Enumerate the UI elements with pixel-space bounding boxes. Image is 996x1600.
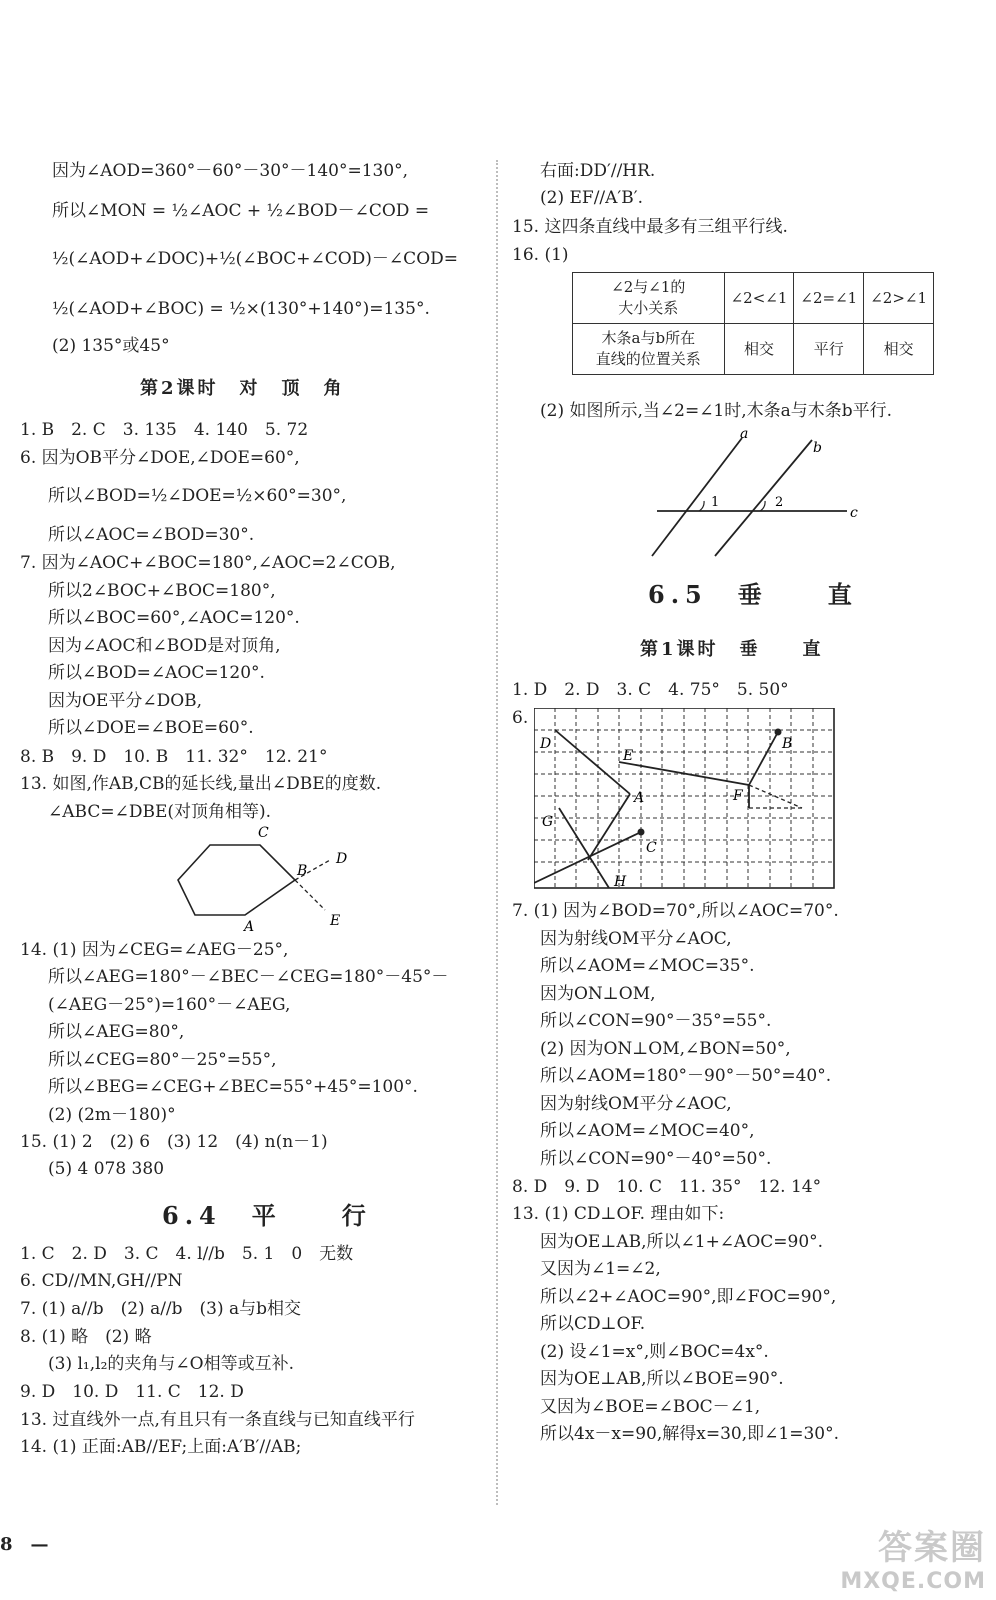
text-line: 因为射线OM平分∠AOC,	[540, 1094, 732, 1114]
text-line: 所以∠CEG=80°－25°=55°,	[48, 1050, 277, 1070]
line-a	[652, 438, 742, 556]
text-line: 所以∠AOM=∠MOC=40°,	[540, 1121, 755, 1141]
table-cell: ∠2=∠1	[794, 273, 864, 324]
label-d: D	[540, 736, 552, 752]
answer-line: 13. 如图,作AB,CB的延长线,量出∠DBE的度数.	[20, 774, 382, 794]
text-line: 所以∠BOD=∠AOC=120°.	[48, 663, 265, 683]
text-line: 因为∠AOD=360°－60°－30°－140°=130°,	[52, 161, 409, 181]
text-line: (5) 4 078 380	[48, 1159, 165, 1179]
text-line: 所以∠AOM=180°－90°－50°=40°.	[540, 1066, 832, 1086]
line-b	[715, 440, 812, 556]
text-line: 所以∠2+∠AOC=90°,即∠FOC=90°,	[540, 1287, 837, 1307]
table-cell: ∠2与∠1的 大小关系	[573, 273, 725, 324]
text-line: 又因为∠1=∠2,	[540, 1259, 661, 1279]
text-line: 所以∠AEG=180°－∠BEC－∠CEG=180°－45°－	[48, 967, 449, 987]
extension-line-be	[295, 880, 325, 910]
label-d: D	[336, 851, 348, 867]
label-a: A	[244, 919, 255, 935]
text-line: ½(∠AOD+∠DOC)+½(∠BOC+∠COD)－∠COD=	[52, 249, 458, 269]
text-line: (2) 135°或45°	[52, 336, 170, 356]
label-c: C	[258, 825, 269, 841]
label-a: A	[634, 790, 645, 806]
answer-line: 9. D 10. D 11. C 12. D	[20, 1382, 244, 1402]
table-cell: 相交	[864, 324, 934, 375]
angle-1-arc	[699, 501, 704, 511]
text-line: 所以∠CON=90°－40°=50°.	[540, 1149, 772, 1169]
table-cell: 相交	[724, 324, 794, 375]
text-line: (2) 如图所示,当∠2=∠1时,木条a与木条b平行.	[540, 401, 893, 421]
page-number: 8 —	[0, 1534, 49, 1555]
answer-line: 8. D 9. D 10. C 11. 35° 12. 14°	[512, 1177, 822, 1197]
answer-line: 1. C 2. D 3. C 4. l//b 5. 1 0 无数	[20, 1244, 354, 1264]
text-line: 所以∠AOM=∠MOC=35°.	[540, 956, 755, 976]
label-f: F	[733, 788, 743, 804]
answer-line: 13. 过直线外一点,有且只有一条直线与已知直线平行	[20, 1410, 415, 1430]
label-b: b	[813, 440, 822, 456]
answer-line: 1. B 2. C 3. 135 4. 140 5. 72	[20, 420, 309, 440]
text-line: 因为∠AOC和∠BOD是对顶角,	[48, 636, 281, 656]
text-line: 所以CD⊥OF.	[540, 1314, 646, 1334]
point-c	[638, 829, 645, 836]
text-line: 所以2∠BOC+∠BOC=180°,	[48, 581, 276, 601]
table-cell: 木条a与b所在 直线的位置关系	[573, 324, 725, 375]
label-e: E	[623, 748, 634, 764]
construction-lines	[534, 730, 778, 888]
label-h: H	[614, 874, 627, 890]
answer-line: 1. D 2. D 3. C 4. 75° 5. 50°	[512, 680, 789, 700]
text-line: 因为OE⊥AB,所以∠BOE=90°.	[540, 1369, 784, 1389]
label-a: a	[740, 428, 749, 442]
answer-line: 14. (1) 正面:AB//EF;上面:A′B′//AB;	[20, 1437, 302, 1457]
text-line: 又因为∠BOE=∠BOC－∠1,	[540, 1397, 761, 1417]
text-line: ∠ABC=∠DBE(对顶角相等).	[48, 802, 272, 822]
text-line: (2) (2m－180)°	[48, 1105, 176, 1125]
text-line: 因为OE⊥AB,所以∠1+∠AOC=90°.	[540, 1232, 824, 1252]
answer-line: 13. (1) CD⊥OF. 理由如下:	[512, 1204, 725, 1224]
text-line: 右面:DD′//HR.	[540, 161, 656, 181]
label-b: B	[782, 736, 793, 752]
text-line: 所以4x－x=90,解得x=30,即∠1=30°.	[540, 1424, 839, 1444]
question-16-table	[572, 272, 934, 375]
text-line: (3) l₁,l₂的夹角与∠O相等或互补.	[48, 1354, 294, 1374]
lesson-title: 第2课时 对 顶 角	[140, 378, 345, 399]
answer-line: 16. (1)	[512, 245, 569, 265]
watermark-bottom: MXQE.COM	[840, 1569, 986, 1594]
section-title-6-5: 6.5 垂 直	[648, 580, 858, 609]
table-row	[573, 324, 934, 375]
section-title-6-4: 6.4 平 行	[162, 1201, 372, 1230]
text-line: 所以∠AOC=∠BOD=30°.	[48, 525, 255, 545]
answer-line: 7. 因为∠AOC+∠BOC=180°,∠AOC=2∠COB,	[20, 553, 396, 573]
figure-13-hexagon	[170, 825, 390, 935]
label-c: C	[646, 840, 657, 856]
text-line: 因为射线OM平分∠AOC,	[540, 929, 732, 949]
answer-line: 6. CD//MN,GH//PN	[20, 1271, 183, 1291]
watermark-logo	[840, 1520, 986, 1594]
answer-line: 7. (1) 因为∠BOD=70°,所以∠AOC=70°.	[512, 901, 839, 921]
answer-line: 6.	[512, 708, 529, 728]
answer-line: 8. (1) 略 (2) 略	[20, 1327, 152, 1347]
text-line: 所以∠BOD=½∠DOE=½×60°=30°,	[48, 486, 347, 506]
text-line: (2) EF//A′B′.	[540, 188, 644, 208]
text-line: (2) 设∠1=x°,则∠BOC=4x°.	[540, 1342, 769, 1362]
text-line: 所以∠MON = ½∠AOC + ½∠BOD－∠COD =	[52, 201, 430, 221]
answer-line: 7. (1) a//b (2) a//b (3) a与b相交	[20, 1299, 302, 1319]
text-line: 所以∠AEG=80°,	[48, 1022, 185, 1042]
text-line: 所以∠BEG=∠CEG+∠BEC=55°+45°=100°.	[48, 1077, 418, 1097]
label-angle-2: 2	[775, 495, 784, 510]
text-line: (∠AEG－25°)=160°－∠AEG,	[48, 995, 291, 1015]
text-line: 因为ON⊥OM,	[540, 984, 656, 1004]
text-line: ½(∠AOD+∠BOC) = ½×(130°+140°)=135°.	[52, 299, 430, 319]
table-cell: 平行	[794, 324, 864, 375]
hexagon-shape	[178, 845, 295, 915]
label-g: G	[542, 814, 554, 830]
answer-line: 15. (1) 2 (2) 6 (3) 12 (4) n(n－1)	[20, 1132, 328, 1152]
point-b	[775, 729, 782, 736]
text-line: 所以∠DOE=∠BOE=60°.	[48, 718, 254, 738]
label-angle-1: 1	[711, 495, 720, 510]
figure-6-grid	[534, 708, 836, 890]
text-line: 所以∠CON=90°－35°=55°.	[540, 1011, 772, 1031]
text-line: 因为OE平分∠DOB,	[48, 691, 203, 711]
text-line: 所以∠BOC=60°,∠AOC=120°.	[48, 608, 300, 628]
column-divider	[496, 160, 498, 1505]
lesson-title: 第1课时 垂 直	[640, 639, 824, 660]
answer-line: 15. 这四条直线中最多有三组平行线.	[512, 217, 788, 237]
table-row	[573, 273, 934, 324]
table-cell: ∠2<∠1	[724, 273, 794, 324]
label-b: B	[297, 863, 308, 879]
label-e: E	[330, 913, 341, 929]
watermark-top: 答案圈	[878, 1528, 986, 1568]
answer-line: 6. 因为OB平分∠DOE,∠DOE=60°,	[20, 448, 300, 468]
figure-16-parallel-lines	[647, 428, 867, 562]
text-line: (2) 因为ON⊥OM,∠BON=50°,	[540, 1039, 791, 1059]
answer-line: 14. (1) 因为∠CEG=∠AEG－25°,	[20, 940, 289, 960]
answer-line: 8. B 9. D 10. B 11. 32° 12. 21°	[20, 747, 328, 767]
label-c: c	[850, 505, 858, 521]
table-cell: ∠2>∠1	[864, 273, 934, 324]
